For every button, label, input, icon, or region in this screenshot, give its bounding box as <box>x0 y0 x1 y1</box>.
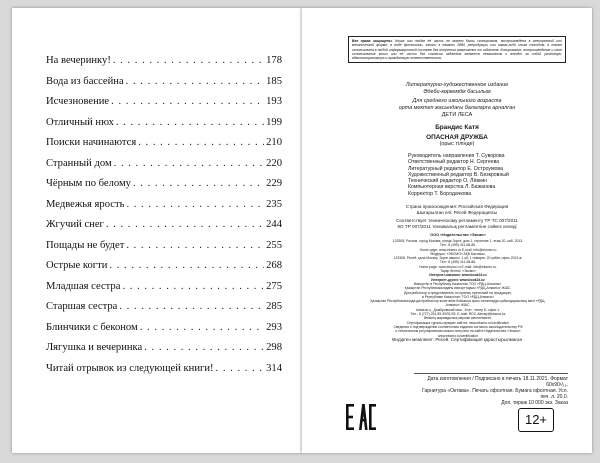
toc-entry-page: 268 <box>266 260 282 271</box>
toc-entry-page: 293 <box>266 321 282 333</box>
toc-leader-dots <box>114 158 264 169</box>
book-author: Брандис Катя <box>435 124 479 131</box>
toc-leader-dots <box>126 76 264 87</box>
toc-leader-dots <box>138 137 264 148</box>
origin-kz: Шығарылған елі: Ресей Федерациясы <box>416 209 498 215</box>
origin-ru: Страна происхождения: Российская Федерация <box>405 204 509 209</box>
toc-entry-page: 235 <box>266 198 282 210</box>
publisher-line: Өндіруші: «ЭКСМО» АҚБ Баспасы, <box>430 251 486 256</box>
toc-entry <box>46 55 282 76</box>
toc-entry-title: Блинчики с беконом <box>46 321 138 333</box>
print-date: Дата изготовления / Подписано в печать 18.11.2021. Формат 60x90¹/₁₆. <box>427 376 568 388</box>
toc-leader-dots <box>126 199 264 210</box>
toc-leader-dots <box>106 219 264 230</box>
toc-entry-title: Читай отрывок из следующей книги! <box>46 362 214 374</box>
age-group-ru: Для среднего школьного возраста <box>412 98 502 104</box>
credits-list <box>408 153 509 197</box>
toc-leader-dots <box>111 96 264 107</box>
publisher-line: Тел.: 8 (495) 411-68-86. <box>439 243 477 248</box>
toc-entry <box>46 363 282 384</box>
made-in-note: Өндірген мемлекет: Ресей. Сертификация қарастырылмаған <box>391 337 523 342</box>
copyright-notice <box>348 36 566 63</box>
print-run: Доп. тираж 10 000 экз. Заказ <box>501 400 568 406</box>
toc-entry-page: 185 <box>266 75 282 87</box>
print-info <box>414 376 568 406</box>
publisher-details <box>368 239 548 338</box>
conformity-kz: КО ТР 007/2011 техникалық регламентіне сәйкес келеді <box>397 223 517 229</box>
toc-entry-page: 193 <box>266 96 282 107</box>
toc-leader-dots <box>133 178 264 189</box>
publisher-line: Home page: www.eksmo.ru E-mail: info@eksmo.ru <box>419 247 497 252</box>
edition-type-ru: Литературно-художественное издание <box>405 82 509 88</box>
toc-leader-dots <box>119 301 264 312</box>
toc-leader-dots <box>113 55 264 66</box>
credit-line: Корректор Т. Бородачкова <box>408 190 472 197</box>
publisher-line: 123308, Ресей, қала Мәскеу, Зорге көшесі, 1 үй, 1 ғимарат, 20 қабат, офис 2013 ж. <box>393 256 523 261</box>
conformity-ru: Соответствует техническому регламенту ТР ТС 007/2011 <box>396 218 518 223</box>
toc-entry <box>46 281 282 302</box>
toc-entry-page: 178 <box>266 55 282 66</box>
publisher-line: Алматы қ., Домбровский көш., 3«а», литер Б, офис 1. <box>415 307 501 312</box>
credit-line: Руководитель направления Т. Суворова <box>408 153 505 159</box>
age-rating-badge: 12+ <box>518 408 554 432</box>
toc-entry-title: Младшая сестра <box>46 280 121 292</box>
publisher-line: Сертификация туралы ақпарат сайтта: www.eksmo.ru/certification <box>406 320 510 325</box>
toc-entry <box>46 178 282 199</box>
toc-entry <box>46 342 282 363</box>
publisher-line: Интернет-дүкен: www.book24.kz <box>431 277 485 282</box>
toc-entry-page: 244 <box>266 219 282 230</box>
copyright-notice-bold: Все права защищены. <box>352 39 393 43</box>
toc-entry-page: 255 <box>266 239 282 251</box>
toc-entry-title: На вечеринку! <box>46 55 111 66</box>
publisher-line: Интернет-магазин: www.book24.ru <box>429 273 487 278</box>
publisher-line: Тел.: 8 (495) 411-68-86. <box>439 260 477 265</box>
toc-entry <box>46 322 282 343</box>
credit-line: Художественный редактор В. Безкровный <box>408 171 509 178</box>
toc-entry-title: Пощады не будет <box>46 239 125 251</box>
toc-entry-title: Поиски начинаются <box>46 137 137 148</box>
credit-line: Компьютерная верстка Л. Бажанова <box>408 184 496 191</box>
toc-leader-dots <box>140 322 264 333</box>
publisher-line: Өнімнің жарамдылық мерзімі шектелмеген. <box>423 316 493 321</box>
toc-entry-title: Лягушка и вечеринка <box>46 342 143 353</box>
eac-mark-icon <box>346 404 376 430</box>
print-specs: Гарнитура «Октава». Печать офсетная. Бумага офсетная. Усл. печ. л. 20,0. <box>422 388 568 400</box>
toc-entry-title: Отличный нюх <box>46 116 114 128</box>
toc-leader-dots <box>216 363 265 374</box>
publisher-line: Сведения о подтверждении соответствия издания согласно законодательству РФ <box>393 324 523 329</box>
toc-entry <box>46 158 282 179</box>
toc-entry-page: 229 <box>266 178 282 189</box>
toc-entry-title: Вода из бассейна <box>46 75 124 87</box>
left-page <box>12 8 302 453</box>
toc-entry <box>46 260 282 281</box>
credit-line: Технический редактор О. Лёвкин <box>408 178 488 185</box>
toc-entry-page: 199 <box>266 116 282 128</box>
toc-entry-title: Старшая сестра <box>46 301 118 312</box>
table-of-contents <box>46 55 282 383</box>
book-title: ОПАСНАЯ ДРУЖБА <box>426 134 488 141</box>
toc-entry-page: 285 <box>266 301 282 312</box>
publisher-line: Қазақстан Республикасындағы импорттаушы «РДЦ-Алматы» ЖШС. <box>404 286 512 291</box>
publisher-name: ООО «Издательство «Эксмо» <box>430 233 486 237</box>
toc-entry <box>46 76 282 97</box>
publisher-line: в Республике Казахстан: ТОО «РДЦ-Алматы» <box>421 294 495 299</box>
toc-leader-dots <box>126 240 264 251</box>
publisher-line: Қазақстан Республикасында дистрибьютор және өнім бойынша арыз-талаптарды қабылдаушының өкілі «РДЦ-Алматы» ЖШС, <box>370 299 546 308</box>
copyright-notice-text: Книга или любая её часть не может быть скопирована, воспроизведена в электронной или механической форме, в виде фотокопии, записи в память ЭВМ, репродукции или каким-либо иным способом, а также использована в любой информационной системе без получения разрешения от издателя. Копирование, воспроизведение и иное использование книги или её части без согласия издателя является незаконным и влечёт за собой уголовную, административную и гражданскую ответственность. <box>352 39 562 61</box>
toc-entry-page: 298 <box>266 342 282 353</box>
series-name: ДЕТИ ЛЕСА <box>441 112 473 118</box>
publisher-line: 123308, Россия, город Москва, улица Зорге, дом 1, строение 1, этаж 20, каб. 2013. <box>392 239 524 243</box>
toc-entry <box>46 117 282 138</box>
age-group-kz: орта мектеп жасындағы балаларға арналған <box>398 104 516 111</box>
toc-entry-title: Острые когти <box>46 260 108 271</box>
imprint-rule <box>414 373 568 374</box>
toc-entry-page: 210 <box>266 137 282 148</box>
toc-leader-dots <box>122 281 264 292</box>
publisher-line: Home page: www.eksmo.ru E-mail: info@eksmo.ru. <box>419 264 497 269</box>
toc-leader-dots <box>144 342 264 353</box>
toc-entry-page: 314 <box>266 362 282 374</box>
toc-leader-dots <box>109 260 264 271</box>
toc-entry <box>46 199 282 220</box>
publisher-line: Дистрибьютор и представитель по приему претензий на продукцию, <box>404 290 512 295</box>
publisher-line: Импортёр в Республику Казахстан ТОО «РДЦ-Алматы». <box>413 281 503 286</box>
credit-line: Литературный редактор Е. Остроумова <box>408 165 504 172</box>
toc-entry <box>46 96 282 117</box>
publisher-line: www.eksmo.ru/certification <box>437 333 479 338</box>
right-page <box>302 8 592 453</box>
toc-entry-title: Медвежья ярость <box>46 198 125 210</box>
edition-type-kz: Әдеби-көркемдік басылым <box>423 88 491 95</box>
publisher-line: о техническом регулировании можно получить на сайте Издательства «Эксмо» <box>395 329 521 334</box>
toc-entry-title: Жгучий снег <box>46 219 104 230</box>
toc-entry <box>46 240 282 261</box>
toc-entry-page: 220 <box>266 157 282 169</box>
toc-entry <box>46 137 282 158</box>
publisher-line: Тел.: 8 (727) 251-59-90/91/92; E-mail: RDC-Almaty@eksmo.kz <box>410 312 506 317</box>
toc-entry-title: Исчезновение <box>46 96 110 107</box>
publisher-line: Тауар белгісі: «Эксмо» <box>440 269 476 274</box>
credit-line: Ответственный редактор Н. Сергеева <box>408 159 500 166</box>
toc-entry-title: Чёрным по белому <box>46 178 131 189</box>
toc-entry-page: 275 <box>266 280 282 292</box>
toc-entry <box>46 301 282 322</box>
toc-entry <box>46 219 282 240</box>
toc-entry-title: Странный дом <box>46 157 112 169</box>
book-subtitle: (орыс тілінде) <box>439 141 475 147</box>
toc-leader-dots <box>116 117 264 128</box>
